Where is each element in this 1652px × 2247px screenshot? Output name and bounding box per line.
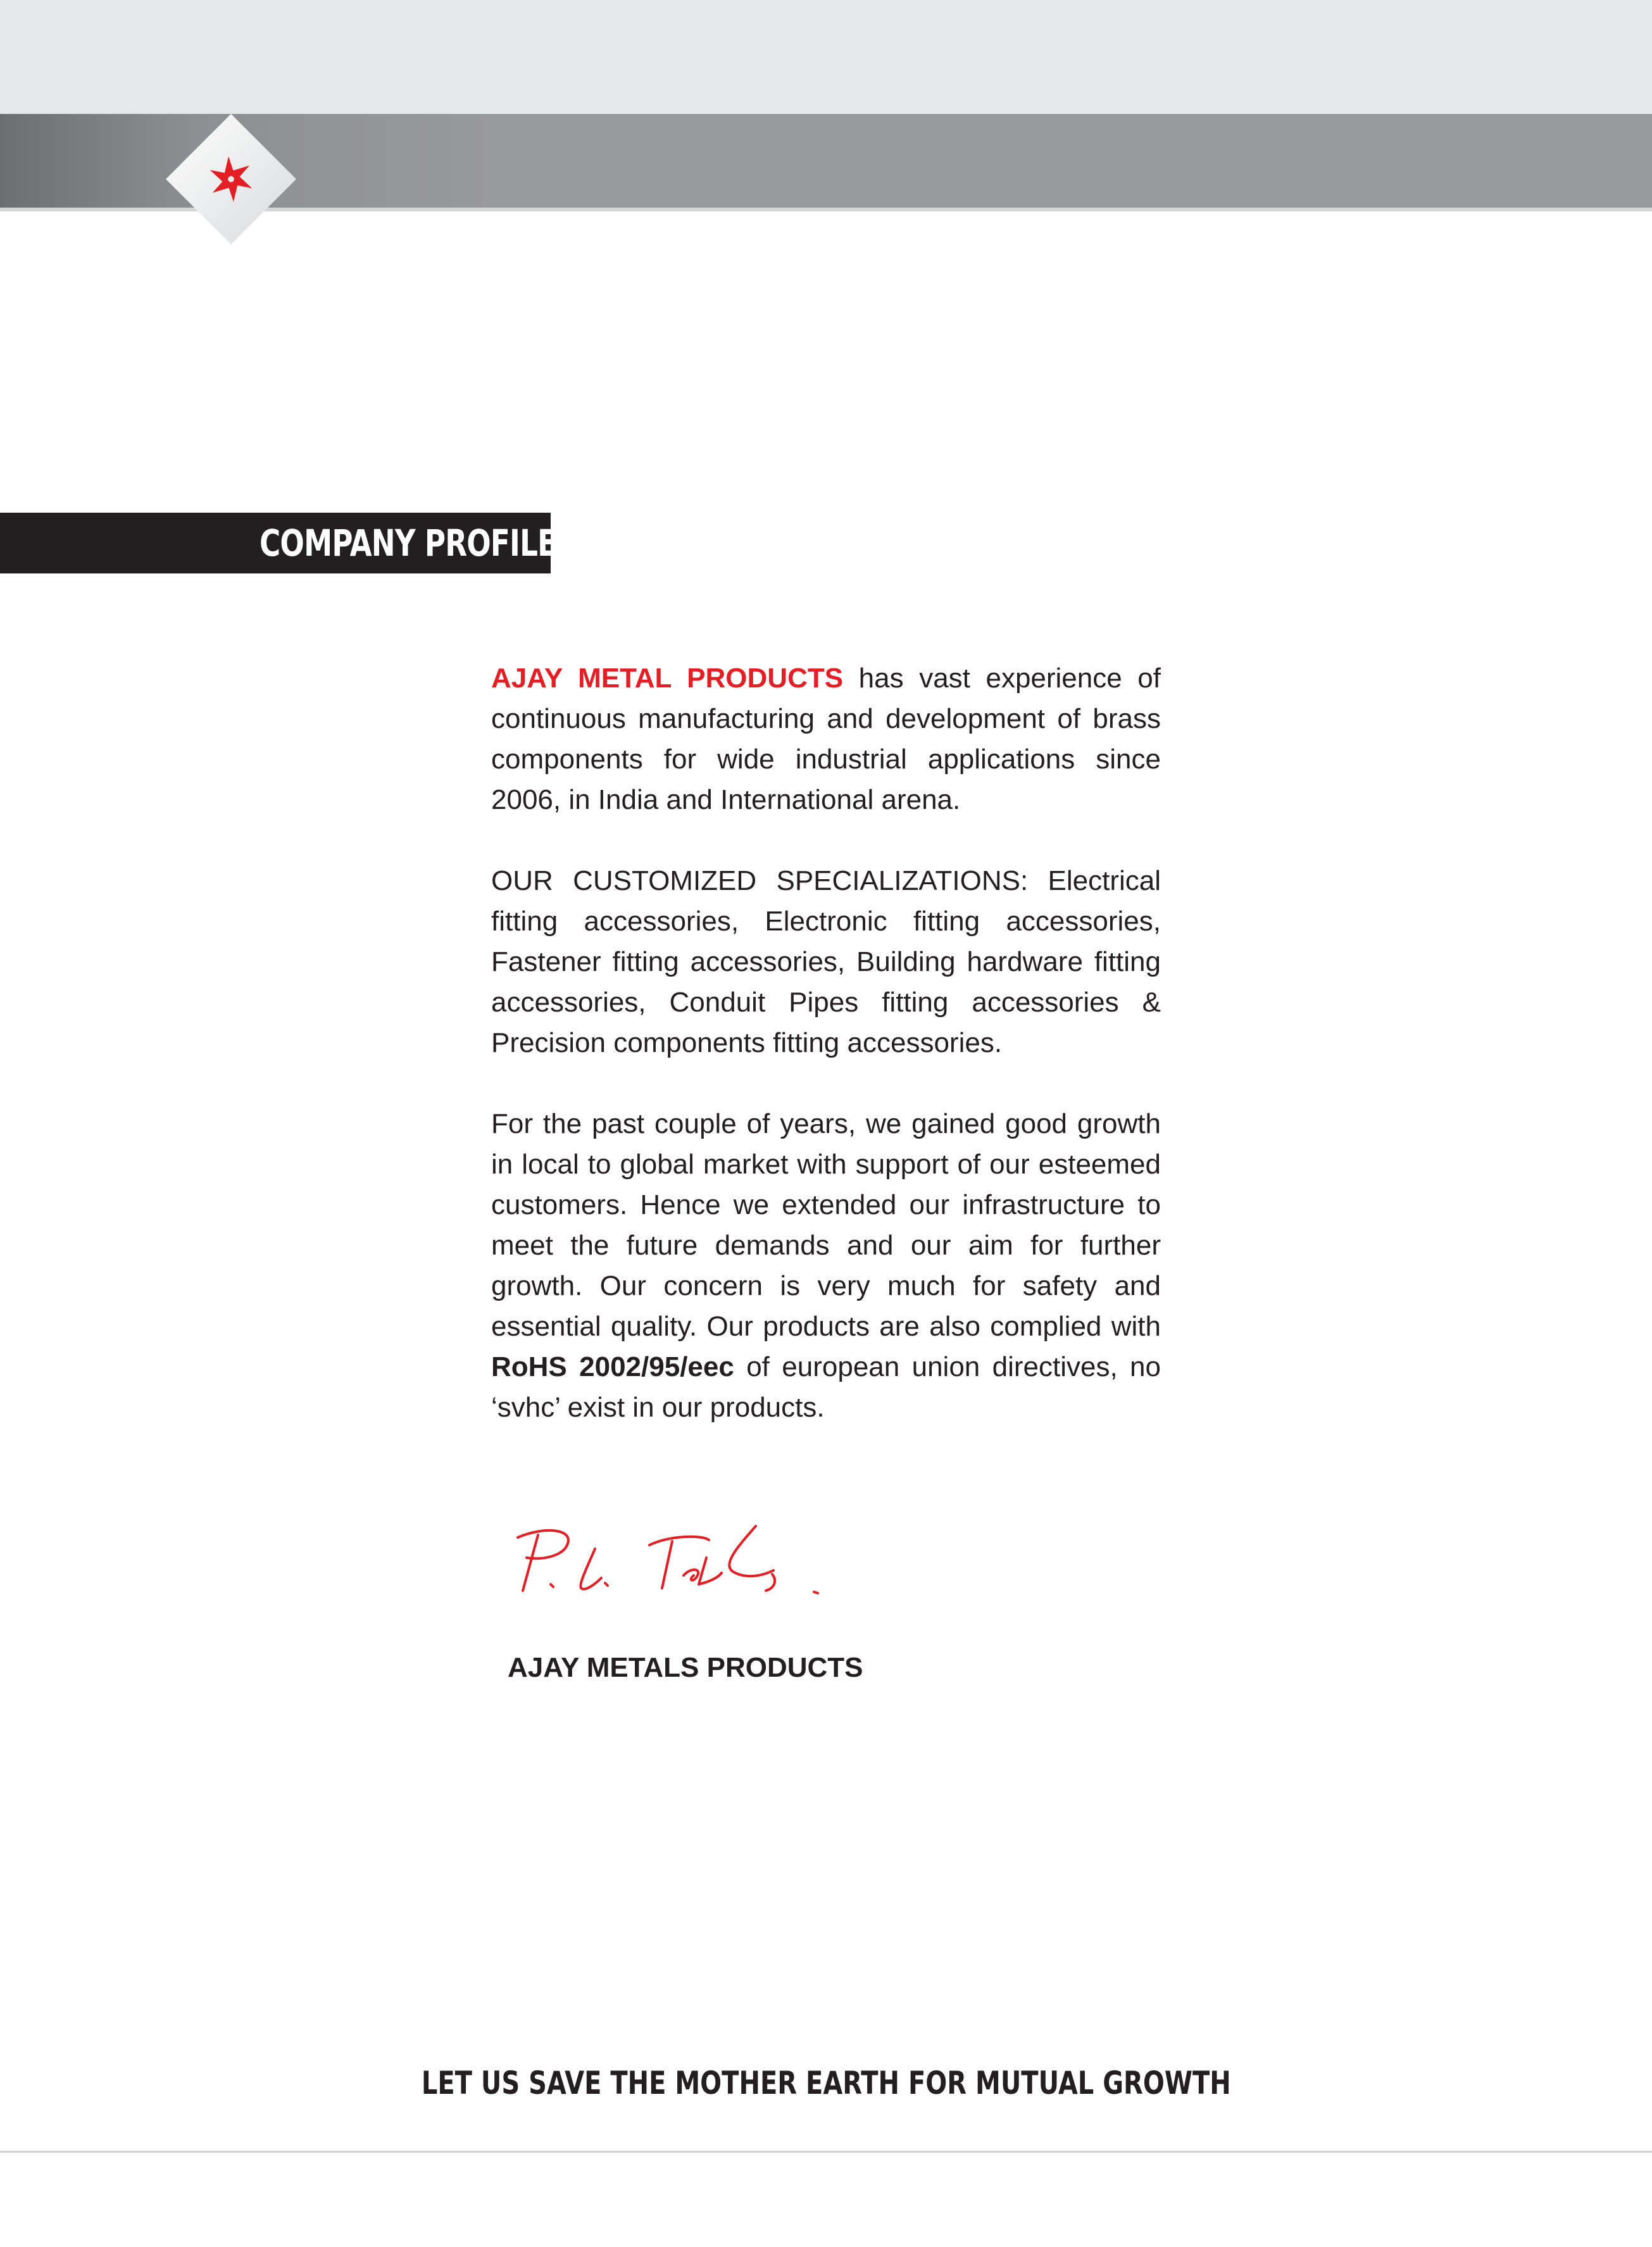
paragraph-text: OUR CUSTOMIZED SPECIALIZATIONS: Electrical fitting accessories, Electronic fitting accessories, Fastener fitting accessories, Building hardware fitting accessories, Conduit Pipes fitting accessories & Precision components fitting accessories. bbox=[491, 865, 1161, 1058]
profile-paragraph-2 bbox=[491, 861, 1161, 1063]
signature-image bbox=[500, 1510, 905, 1611]
rohs-directive: RoHS 2002/95/eec bbox=[491, 1351, 734, 1382]
profile-paragraph-1 bbox=[491, 658, 1161, 820]
pinwheel-logo-icon bbox=[165, 113, 297, 246]
paragraph-text: of european union directives, no ‘svhc’ exist in our products. bbox=[491, 1351, 1161, 1423]
brand-name: AJAY METAL PRODUCTS bbox=[491, 663, 844, 694]
signer-name: AJAY METALS PRODUCTS bbox=[508, 1652, 863, 1683]
profile-content bbox=[491, 658, 1161, 1468]
paragraph-text: has vast experience of continuous manufacturing and development of brass components for wide industrial applications since 2006, in India and International arena. bbox=[491, 663, 1161, 815]
section-title: COMPANY PROFILE bbox=[260, 522, 557, 565]
paragraph-text: For the past couple of years, we gained good growth in local to global market with support of our esteemed customers. Hence we extended our infrastructure to meet the future demands and our aim for further growth. Our concern is very much for safety and essential quality. Our products are also complied with bbox=[491, 1108, 1161, 1342]
header-top-strip bbox=[0, 0, 1652, 114]
footer-slogan bbox=[0, 2065, 1652, 2101]
footer-divider bbox=[0, 2151, 1652, 2153]
footer-slogan-text: LET US SAVE THE MOTHER EARTH FOR MUTUAL GROWTH bbox=[421, 2065, 1231, 2101]
section-banner bbox=[0, 513, 557, 573]
profile-paragraph-3 bbox=[491, 1104, 1161, 1428]
